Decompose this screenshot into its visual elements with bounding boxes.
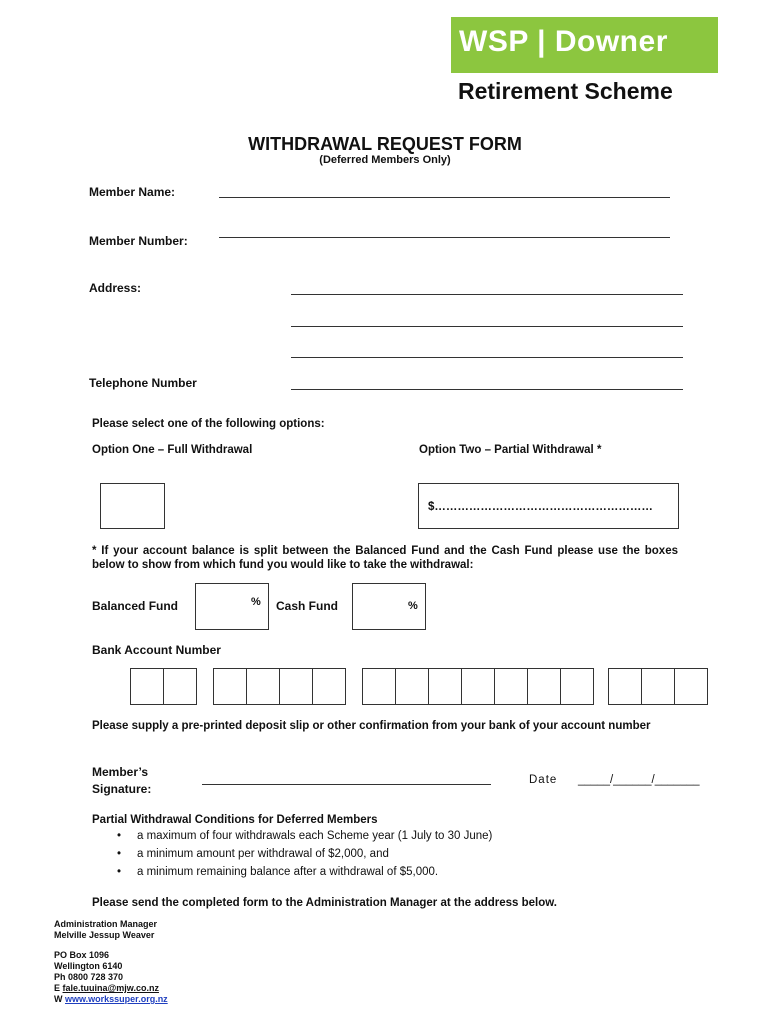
conditions-list — [92, 827, 692, 881]
form-title: WITHDRAWAL REQUEST FORM — [248, 134, 522, 154]
form-subtitle: (Deferred Members Only) — [319, 154, 451, 166]
bank-digit-box[interactable] — [163, 668, 197, 705]
bank-digit-box[interactable] — [608, 668, 642, 705]
address-line: Melville Jessup Weaver — [54, 930, 155, 940]
address-line: PO Box 1096 — [54, 950, 110, 960]
option-one-label: Option One – Full Withdrawal — [92, 444, 253, 456]
select-options-text: Please select one of the following options: — [92, 418, 325, 430]
date-field[interactable]: _____/______/_______ — [578, 774, 700, 786]
bullet-icon: • — [117, 866, 122, 878]
signature-label-line2: Signature: — [92, 782, 152, 796]
bank-digit-box[interactable] — [641, 668, 675, 705]
list-item: • a minimum remaining balance after a withdrawal of $5,000. — [92, 863, 692, 881]
address-line-3[interactable] — [291, 357, 683, 358]
percent-sign: % — [408, 600, 418, 612]
telephone-label: Telephone Number — [89, 376, 197, 390]
bank-digit-box[interactable] — [527, 668, 561, 705]
address-line: Wellington 6140 — [54, 961, 123, 971]
bullet-icon: • — [117, 848, 122, 860]
date-label: Date — [529, 774, 558, 786]
address-line-2[interactable] — [291, 326, 683, 327]
conditions-heading: Partial Withdrawal Conditions for Deferred Members — [92, 814, 378, 826]
cash-fund-percent-field[interactable] — [352, 583, 426, 630]
website-line: W www.workssuper.org.nz — [54, 994, 168, 1004]
deposit-note: Please supply a pre-printed deposit slip or other confirmation from your bank of your account number — [92, 720, 651, 732]
bank-digit-box[interactable] — [560, 668, 594, 705]
send-note: Please send the completed form to the Administration Manager at the address below. — [92, 897, 557, 909]
full-withdrawal-checkbox[interactable] — [100, 483, 165, 529]
address-line: Administration Manager — [54, 919, 158, 929]
email-link[interactable]: fale.tuuina@mjw.co.nz — [62, 983, 159, 993]
option-two-label: Option Two – Partial Withdrawal * — [419, 444, 602, 456]
email-line: E fale.tuuina@mjw.co.nz — [54, 983, 159, 993]
website-link[interactable]: www.workssuper.org.nz — [65, 994, 168, 1004]
bank-digit-box[interactable] — [674, 668, 708, 705]
signature-field[interactable] — [202, 784, 491, 785]
member-number-label: Member Number: — [89, 234, 188, 248]
list-item: • a minimum amount per withdrawal of $2,000, and — [92, 845, 692, 863]
bank-digit-box[interactable] — [213, 668, 247, 705]
admin-address — [54, 919, 168, 1005]
member-name-field[interactable] — [219, 197, 670, 198]
list-item: • a maximum of four withdrawals each Scheme year (1 July to 30 June) — [92, 827, 692, 845]
telephone-field[interactable] — [291, 389, 683, 390]
bank-digit-box[interactable] — [494, 668, 528, 705]
bank-digit-box[interactable] — [312, 668, 346, 705]
cash-fund-label: Cash Fund — [276, 599, 338, 613]
bullet-icon: • — [117, 830, 122, 842]
bank-digit-box[interactable] — [461, 668, 495, 705]
balanced-fund-percent-field[interactable] — [195, 583, 269, 630]
bank-digit-box[interactable] — [362, 668, 396, 705]
address-line-1[interactable] — [291, 294, 683, 295]
bank-account-label: Bank Account Number — [92, 643, 221, 657]
bank-digit-box[interactable] — [246, 668, 280, 705]
partial-withdrawal-amount-field[interactable] — [418, 483, 679, 529]
member-number-field[interactable] — [219, 237, 670, 238]
phone-line: Ph 0800 728 370 — [54, 972, 124, 982]
bank-digit-box[interactable] — [395, 668, 429, 705]
split-note: * If your account balance is split between the Balanced Fund and the Cash Fund please use the boxes below to show from which fund you would like to take the withdrawal: — [92, 545, 678, 571]
amount-placeholder: $………………………………………………… — [428, 501, 653, 513]
balanced-fund-label: Balanced Fund — [92, 599, 179, 613]
signature-label-line1: Member’s — [92, 765, 149, 779]
address-label: Address: — [89, 281, 142, 295]
logo: WSP | Downer — [451, 17, 718, 73]
scheme-title: Retirement Scheme — [458, 78, 673, 104]
bank-digit-box[interactable] — [279, 668, 313, 705]
bank-digit-box[interactable] — [130, 668, 164, 705]
percent-sign: % — [251, 596, 261, 608]
member-name-label: Member Name: — [89, 185, 176, 199]
bank-digit-box[interactable] — [428, 668, 462, 705]
